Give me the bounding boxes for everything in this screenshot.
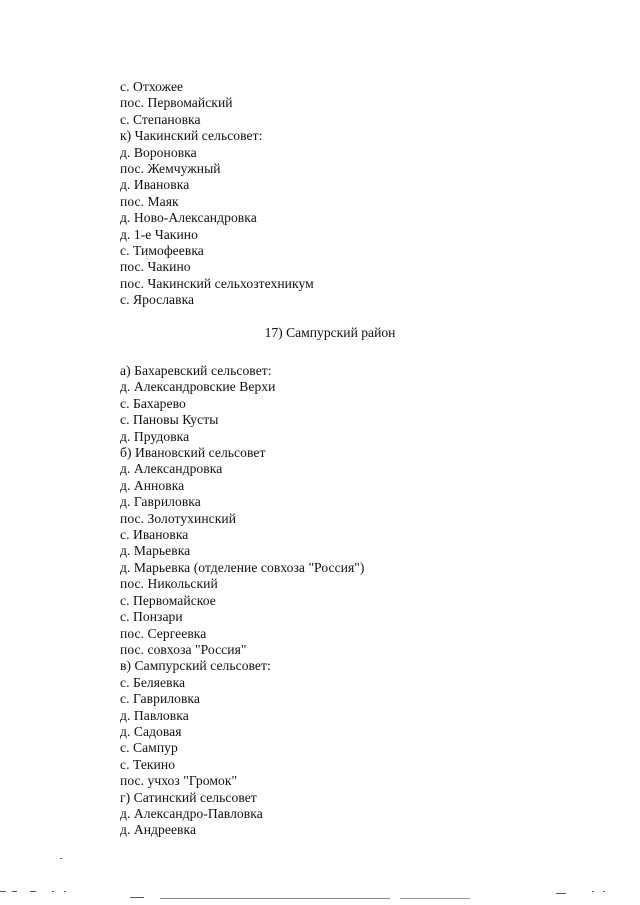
scan-artifact: [52, 891, 54, 892]
list-line: с. Сампур: [120, 740, 178, 756]
list-line: пос. Чакинский сельхозтехникум: [120, 275, 314, 291]
list-line: д. 1-е Чакино: [120, 226, 198, 242]
list-line: с. Понзари: [120, 609, 183, 625]
settlement-list-top: [120, 79, 580, 309]
list-line: пос. Никольский: [120, 576, 218, 592]
list-line: д. Садовая: [120, 723, 182, 739]
scan-artifact: [60, 858, 62, 859]
list-line: пос. Маяк: [120, 193, 179, 209]
list-line: с. Ярославка: [120, 292, 195, 308]
list-line: г) Сатинский сельсовет: [120, 789, 257, 805]
list-line: а) Бахаревский сельсовет:: [120, 363, 272, 378]
list-line: к) Чакинский сельсовет:: [120, 128, 263, 144]
scan-artifact: [556, 893, 566, 894]
list-line: с. Пановы Кусты: [120, 412, 219, 428]
list-line: с. Первомайское: [120, 592, 216, 608]
scan-artifact: [0, 891, 6, 892]
list-line: б) Ивановский сельсовет: [120, 445, 266, 461]
list-line: д. Ново-Александровка: [120, 210, 257, 226]
list-line: д. Ивановка: [120, 177, 190, 193]
list-line: пос. Чакино: [120, 259, 191, 275]
scan-artifact: [12, 891, 17, 892]
list-line: пос. Первомайский: [120, 95, 233, 111]
list-line: в) Сампурский сельсовет:: [120, 658, 271, 674]
list-line: д. Марьевка (отделение совхоза "Россия"): [120, 559, 365, 575]
scan-artifact: [30, 891, 36, 892]
list-line: с. Текино: [120, 756, 176, 772]
list-line: пос. совхоза "Россия": [120, 641, 247, 657]
list-line: с. Степановка: [120, 111, 201, 127]
list-line: д. Александровка: [120, 461, 223, 477]
list-line: д. Гавриловка: [120, 494, 201, 510]
list-line: с. Бахарево: [120, 395, 186, 411]
scan-artifact: [400, 898, 470, 899]
list-line: пос. Золотухинский: [120, 510, 237, 526]
list-line: пос. учхоз "Громок": [120, 773, 238, 789]
list-line: д. Андреевка: [120, 822, 197, 838]
section-heading: 17) Сампурский район: [264, 325, 396, 340]
scan-artifact: [64, 891, 66, 892]
scan-artifact: [160, 898, 390, 899]
list-line: пос. Жемчужный: [120, 161, 221, 177]
list-line: с. Ивановка: [120, 527, 189, 543]
scan-artifact: [130, 897, 144, 898]
scan-artifact: [592, 891, 594, 892]
scan-artifact: [603, 891, 605, 892]
list-line: д. Марьевка: [120, 543, 191, 559]
list-line: д. Прудовка: [120, 428, 190, 444]
list-line: д. Александровские Верхи: [120, 379, 276, 395]
list-line: д. Анновка: [120, 477, 185, 493]
list-line: д. Александро-Павловка: [120, 805, 263, 821]
list-line: с. Беляевка: [120, 674, 186, 690]
list-line: с. Отхожее: [120, 79, 184, 94]
list-line: д. Павловка: [120, 707, 189, 723]
settlement-list-bottom: [120, 363, 580, 839]
list-line: с. Тимофеевка: [120, 243, 204, 259]
list-line: с. Гавриловка: [120, 691, 200, 707]
list-line: пос. Сергеевка: [120, 625, 207, 641]
list-line: д. Вороновка: [120, 144, 197, 160]
